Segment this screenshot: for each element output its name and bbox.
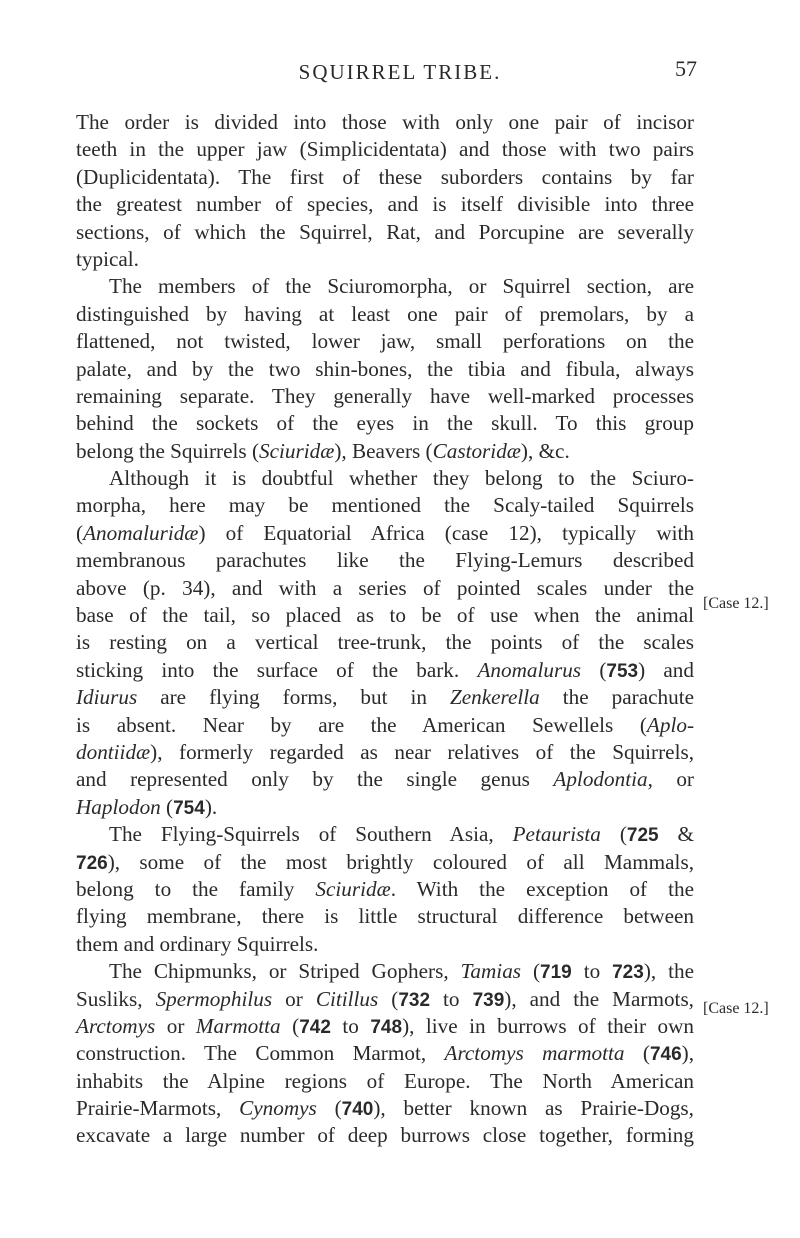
- body-text: [76, 109, 694, 1150]
- text-line: Haplodon (754).: [76, 794, 218, 819]
- text-line: sticking into the surface of the bark. Anomalurus (753) and: [76, 657, 694, 682]
- margin-note-case: [Case 12.]: [703, 595, 769, 612]
- text-line: Susliks, Spermophilus or Citillus (732 to 739), and the Marmots,: [76, 986, 694, 1011]
- text-line: base of the tail, so placed as to be of use when the animal: [76, 603, 694, 628]
- text-line: inhabits the Alpine regions of Europe. The North American: [76, 1068, 694, 1093]
- page-number: 57: [675, 56, 697, 81]
- text-line: (Duplicidentata). The first of these suborders contains by far: [76, 164, 694, 189]
- text-line: Arctomys or Marmotta (742 to 748), live in burrows of their own: [76, 1013, 695, 1038]
- text-line: flattened, not twisted, lower jaw, small perforations on the: [76, 329, 694, 354]
- page-header: [0, 56, 800, 86]
- text-line: excavate a large number of deep burrows close together, forming: [76, 1123, 694, 1148]
- text-line: dontiidæ), formerly regarded as near relatives of the Squirrels,: [76, 739, 694, 764]
- text-line: them and ordinary Squirrels.: [76, 931, 319, 956]
- running-head: SQUIRREL TRIBE.: [298, 60, 502, 84]
- text-line: is absent. Near by are the American Sewellels (Aplo-: [76, 712, 694, 737]
- text-line: The members of the Sciuromorpha, or Squirrel section, are: [109, 274, 694, 299]
- text-line: The Flying-Squirrels of Southern Asia, Petaurista (725 &: [109, 822, 694, 847]
- text-line: palate, and by the two shin-bones, the tibia and fibula, always: [76, 356, 694, 381]
- text-line: The order is divided into those with only one pair of incisor: [76, 110, 694, 134]
- text-line: 726), some of the most brightly coloured of all Mammals,: [76, 849, 694, 874]
- text-line: above (p. 34), and with a series of pointed scales under the: [76, 575, 694, 600]
- text-line: sections, of which the Squirrel, Rat, and Porcupine are severally: [76, 219, 694, 244]
- text-line: construction. The Common Marmot, Arctomys marmotta (746),: [76, 1041, 695, 1066]
- text-line: morpha, here may be mentioned the Scaly-tailed Squirrels: [76, 493, 694, 518]
- text-line: teeth in the upper jaw (Simplicidentata) and those with two pairs: [76, 137, 694, 162]
- text-line: flying membrane, there is little structural difference between: [76, 904, 694, 929]
- text-line: (Anomaluridæ) of Equatorial Africa (case 12), typically with: [76, 520, 694, 545]
- text-line: membranous parachutes like the Flying-Lemurs described: [76, 548, 694, 573]
- text-line: remaining separate. They generally have well-marked processes: [76, 383, 694, 408]
- margin-note-case: [Case 12.]: [703, 1000, 769, 1017]
- text-line: belong to the family Sciuridæ. With the exception of the: [76, 876, 694, 901]
- text-line: typical.: [76, 246, 139, 271]
- text-line: distinguished by having at least one pair of premolars, by a: [76, 301, 694, 326]
- text-line: behind the sockets of the eyes in the skull. To this group: [76, 411, 694, 436]
- text-line: Although it is doubtful whether they belong to the Sciuro-: [109, 466, 694, 491]
- text-line: is resting on a vertical tree-trunk, the points of the scales: [76, 630, 694, 655]
- text-line: belong the Squirrels (Sciuridæ), Beavers (Castoridæ), &c.: [76, 438, 570, 463]
- text-line: Prairie-Marmots, Cynomys (740), better known as Prairie-Dogs,: [76, 1096, 694, 1121]
- text-line: the greatest number of species, and is itself divisible into three: [76, 192, 694, 217]
- text-line: Idiurus are flying forms, but in Zenkerella the parachute: [76, 685, 694, 710]
- text-line: The Chipmunks, or Striped Gophers, Tamias (719 to 723), the: [109, 959, 694, 984]
- text-line: and represented only by the single genus Aplodontia, or: [76, 767, 694, 792]
